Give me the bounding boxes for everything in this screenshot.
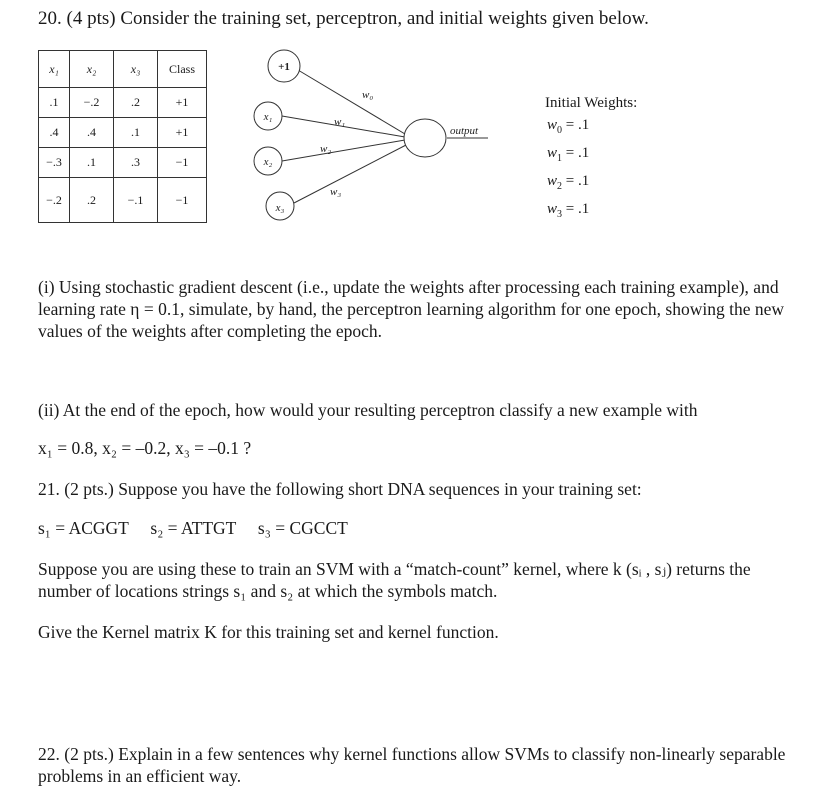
table-cell: +1 xyxy=(158,88,207,118)
initial-weights xyxy=(545,92,637,226)
weight-value: = .1 xyxy=(562,201,590,217)
initial-weight-w0 xyxy=(545,114,637,142)
initial-weights-header: Initial Weights: xyxy=(545,95,638,111)
weight-label-w2: w₂ xyxy=(320,143,332,155)
table-cell: .4 xyxy=(39,118,70,148)
table-cell: −.3 xyxy=(39,148,70,178)
table-cell: −1 xyxy=(158,148,207,178)
question-21-title: 21. (2 pts.) Suppose you have the following short DNA sequences in your training set: xyxy=(38,479,642,499)
bias-label: +1 xyxy=(278,61,290,73)
weight-subscript: 3 xyxy=(557,209,563,220)
table-cell: −.2 xyxy=(70,88,114,118)
weight-name: w xyxy=(547,201,558,217)
weight-value: = .1 xyxy=(562,173,590,189)
table-cell: .1 xyxy=(114,118,158,148)
question-21-kernel-text: Suppose you are using these to train an SVM with a “match-count” kernel, where k (sᵢ , sⱼ) returns the number of locations strings s₁ and s₂ at which the symbols match. xyxy=(38,559,751,601)
question-20-part-ii-values: x₁ = 0.8, x₂ = –0.2, x₃ = –0.1 ? xyxy=(38,438,252,458)
table-cell: −.2 xyxy=(39,178,70,223)
weight-value: = .1 xyxy=(562,145,590,161)
weight-name: w xyxy=(547,145,558,161)
output-node xyxy=(404,119,446,157)
weight-label-w3: w₃ xyxy=(330,186,342,198)
question-21-task: Give the Kernel matrix K for this training set and kernel function. xyxy=(38,622,499,642)
table-row xyxy=(39,118,207,148)
table-header-row xyxy=(39,51,207,88)
table-header-cell: x₂ xyxy=(70,51,114,88)
table-row xyxy=(39,88,207,118)
table-header-cell: Class xyxy=(158,51,207,88)
table-cell: .3 xyxy=(114,148,158,178)
table-cell: .1 xyxy=(39,88,70,118)
weight-subscript: 1 xyxy=(557,153,563,164)
question-20-part-i: (i) Using stochastic gradient descent (i.e., update the weights after processing each training example), and learning rate η = 0.1, simulate, by hand, the perceptron learning algorithm for one epoch, showing the new values of the weights after completing the epoch. xyxy=(38,277,785,341)
table-cell: .2 xyxy=(114,88,158,118)
table-header-cell: x₁ xyxy=(39,51,70,88)
table-row xyxy=(39,148,207,178)
perceptron-diagram xyxy=(240,40,500,230)
question-20-title: 20. (4 pts) Consider the training set, perceptron, and initial weights given below. xyxy=(38,8,649,29)
question-20-part-ii: (ii) At the end of the epoch, how would your resulting perceptron classify a new example with xyxy=(38,400,698,420)
weight-subscript: 0 xyxy=(557,125,563,136)
input-label-x3: x₃ xyxy=(275,202,285,214)
training-set-table xyxy=(38,50,207,223)
initial-weight-w2 xyxy=(545,170,637,198)
weight-name: w xyxy=(547,173,558,189)
input-label-x1: x₁ xyxy=(263,111,273,123)
weight-value: = .1 xyxy=(562,117,590,133)
table-cell: .4 xyxy=(70,118,114,148)
question-22-text: 22. (2 pts.) Explain in a few sentences why kernel functions allow SVMs to classify non-linearly separable problems in an efficient way. xyxy=(38,744,786,786)
weight-edge-2 xyxy=(282,140,405,161)
table-cell: −1 xyxy=(158,178,207,223)
table-row xyxy=(39,178,207,223)
table-cell: +1 xyxy=(158,118,207,148)
input-label-x2: x₂ xyxy=(263,156,273,168)
output-label: output xyxy=(450,125,479,137)
weight-edge-3 xyxy=(294,144,408,203)
weight-edge-0 xyxy=(298,70,410,137)
table-header-cell: x₃ xyxy=(114,51,158,88)
dna-sequences: s₁ = ACGGT s₂ = ATTGT s₃ = CGCCT xyxy=(38,518,348,538)
table-cell: .1 xyxy=(70,148,114,178)
weight-label-w1: w₁ xyxy=(334,116,346,128)
weight-label-w0: w₀ xyxy=(362,89,374,101)
table-cell: −.1 xyxy=(114,178,158,223)
weight-subscript: 2 xyxy=(557,181,563,192)
initial-weight-w3 xyxy=(545,198,637,226)
table-cell: .2 xyxy=(70,178,114,223)
initial-weight-w1 xyxy=(545,142,637,170)
weight-name: w xyxy=(547,117,558,133)
